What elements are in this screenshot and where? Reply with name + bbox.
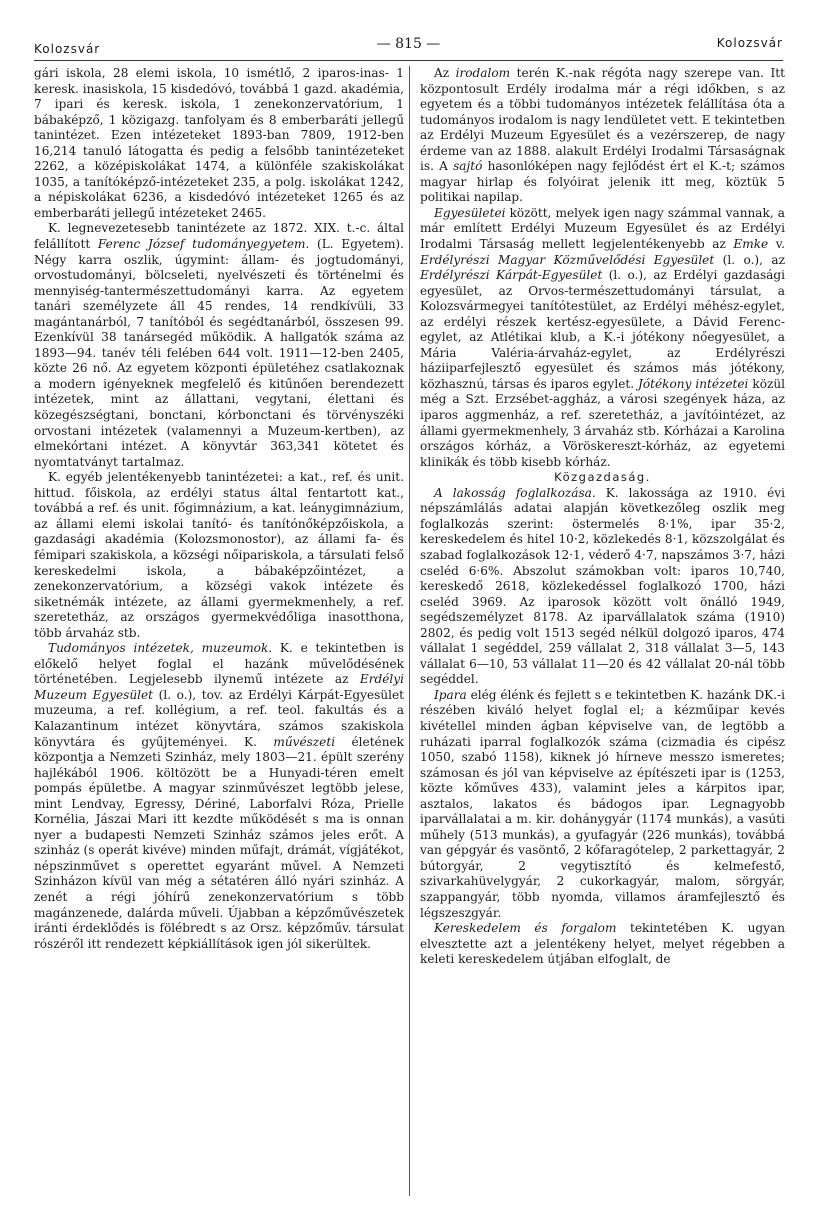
- page-number: — 815 —: [376, 36, 441, 52]
- italic-run: Jótékony intézetei: [638, 376, 749, 391]
- italic-run: sajtó: [453, 159, 483, 174]
- header-rule: [34, 60, 783, 61]
- italic-run: művészeti: [273, 734, 336, 749]
- italic-run: Emke: [733, 237, 769, 252]
- running-head-left: Kolozsvár: [34, 42, 101, 56]
- italic-run: Ferenc József tudományegyetem: [97, 237, 306, 252]
- text-run: terén K.-nak régóta nagy szerepe van. Itt központosult Erdély irodalma már a régi időkben, s az egyetem és a többi tudományos intézetek felállítása óta a tudományos irodalom is nagy lendületet vett. E tekintetben az Erdélyi Muzeum Egyesület és a vezérszerep, de nagy érdeme van az 1888. alakult Erdélyi Irodalmi Társaságnak is. A: [420, 66, 785, 174]
- column-divider: [409, 66, 410, 1196]
- right-column: [420, 66, 785, 968]
- text-run: . (L. Egyetem). Négy karra oszlik, úgymint: állam- és jogtudományi, orvostudományi, bölcseleti, nyelvészeti és történelmi és mennyiség-tantermészettudományi karra. Az egyetem tanári személyzete áll 45 rendes, 14 rendkívüli, 33 magántanárból, 7 tanítóból és segédtanárból, összesen 99. Ezenkívül 38 tanársegéd működik. A hallgatók száma az 1893—94. tanév téli felében 644 volt. 1911—12-ben 2405, köztе 26 nő. Az egyetem központi épületéhez csatlakoznak a modern igényeknek megfelelő és kitűnően berendezett intézetek, mint az állattani, vegytani, élettani és közegészségtani, bonctani, kórbonctani és törvényszéki orvostani intézetek (valamennyi a Muzeum-kertben), az elmekórtani intézet. A könyvtár 363,341 kötetet és nyomtatványt tartalmaz.: [34, 237, 404, 469]
- italic-run: irodalom: [455, 66, 511, 80]
- paragraph-population: [420, 486, 785, 688]
- italic-run: Tudományos intézetek, muzeumok: [48, 641, 269, 656]
- italic-run: Erdélyi Muzeum Egyesület: [34, 672, 404, 702]
- running-head-right: Kolozsvár: [716, 36, 783, 50]
- paragraph-associations: [420, 206, 785, 470]
- italic-run: Egyesületei: [434, 205, 506, 220]
- text-run: Az: [434, 66, 456, 80]
- section-heading: Közgazdaság.: [554, 470, 651, 485]
- italic-run: Erdélyrészi Kárpát-Egyesület: [420, 268, 603, 283]
- italic-run: Ipara: [434, 687, 467, 702]
- text-run: életének központja a Nemzeti Szinház, mely 1803—21. épült szerény hajlékából 1906. költözött be a Hunyadi-téren emelt pompás épületbe. A magyar szinművészet legtöbb jelese, mint Lendvay, Egressy, Dériné, Laborfalvi Róza, Prielle Kornélia, Jászai Mari itt kezdte működését s ma is onnan nyer a budapesti Nemzeti Szinház számos jeles erőt. A szinház (s operát kivéve) minden műfajt, drámát, vígjátékot, népszinművet s operettet egyaránt művel. A Nemzeti Szinházon kívül van még a sétatéren álló nyári szinház. A zenét a régi jóhírű zenekonzervatórium s több magánzenede, dalárda műveli. Újabban a képzőművészetek iránti érdeklődés is fölébredt s az Orsz. képzőműv. társulat rószéről itt rendezett képkiállítások igen jól sikerültek.: [34, 734, 404, 951]
- text-run: között, melyek igen nagy számmal vannak, a már említett Erdélyi Muzeum Egyesület és az Erdélyi Irodalmi Társaság mellett legjelentékenyebb az: [420, 205, 785, 252]
- text-run: (l. o.), az Erdélyi gazdasági egyesület, az Orvos-természettudományi társulat, a Kolozsvármegyei tanítótestület, az Erdélyi méhész-egylet, az erdélyi részek kertész-egyesülete, a Dávid Ferenc-egylet, az Atlétikai klub, a K.-i jótékony nőegyesület, a Mária Valéria-árvaház-egylet, az Erdélyrészi háziiparfejlesztő egyesület és számos más jótékony, közhasznú, társas és iparos egylet.: [420, 268, 785, 391]
- text-run: (l. o.), tov. az Erdélyi Kárpát-Egyesület muzeuma, a ref. kollégium, a ref. teol. fakultás és a Kalazantinum intézet könyvtára, számos szakiskola könyvtára és gyűjteményei. K.: [34, 687, 404, 749]
- paragraph-industry: [420, 688, 785, 921]
- paragraph-scientific-institutes: [34, 641, 404, 952]
- text-run: K. legnevezetesebb tanintézete az 1872. XIX. t.-c. által felállított: [34, 221, 404, 252]
- text-run: . K. lakossága az 1910. évi népszámlálás adatai alapján következőleg oszlik meg foglalkozás szerint: östermelés 8·1%, ipar 35·2, kereskedelem és hitel 10·2, közlekedés 8·1, közszolgálat és szabad foglalkozások 12·1, véderő 4·7, napszámos 3·7, házi cseléd 6·6%. Abszolut számokban volt: iparos 10,740, kereskedő 2618, közlekedéssel foglalkozó 1700, házi cseléd 3969. Az iparosok között volt önálló 1949, segédszemélyzet 8178. Az iparvállalatok száma (1910) 2802, és pedig volt 1513 segéd nélkül dolgozó iparos, 474 vállalat 1 segéddel, 259 vállalat 2, 318 vállalat 3—5, 143 vállalat 6—10, 53 vállalat 11—20 és 42 vállalat 20-nál több segéddel.: [420, 485, 785, 687]
- text-run: v.: [768, 237, 785, 252]
- running-head: [34, 34, 783, 54]
- text-run: hasonlóképen nagy fejlődést ért el K.-t; számos magyar hirlap és folyóirat jelenik itt meg, köztük 5 politikai napilap.: [420, 159, 785, 205]
- italic-run: Erdélyrészi Magyar Közművelődési Egyesület: [420, 252, 715, 267]
- text-run: tekintetében K. ugyan elvesztette azt a jelentékeny helyet, melyet régebben a keleti kereskedelem útjában elfoglalt, de: [420, 921, 785, 967]
- paragraph-schools: gári iskola, 28 elemi iskola, 10 ismétlő, 2 iparos-inas- 1 keresk. inasiskola, 15 kisdedóvó, továbbá 1 gazd. akadémia, 7 ipari és keresk. iskola, 1 zenekonzervatórium, 1 bábaképző, 1 közigazg. tanfolyam és 8 emberbaráti jellegű tanintézet. Ezen intézeteket 1893-ban 7809, 1912-ben 16,214 tanuló látogatta és pedig a felsőbb tanintézeteket 2262, a középiskolákat 1474, a különféle szakiskolákat 1035, a tanítóképző-intézeteket 235, a polg. iskolákat 1242, a népiskolákat 6236, a kisdedóvó intézeteket 1265 és az emberbaráti jellegű intézeteket 2465.: [34, 66, 404, 220]
- paragraph-commerce: [420, 921, 785, 968]
- text-run: . K. e tekintetben is előkelő helyet foglal el hazánk művelődésének történetében. Legjelesebb ilynemű intézete az: [34, 641, 404, 687]
- text-run: (l. o.), az: [714, 252, 785, 267]
- left-column: [34, 66, 404, 952]
- paragraph-other-institutions: K. egyéb jelentékenyebb tanintézetei: a kat., ref. és unit. hittud. főiskola, az erdélyi status által fentartott kat., továbbá a ref. és unit. főgimnázium, a kat. leánygimnázium, az állami elemi iskolai tanító- és tanítónőképzőiskola, a gazdasági akadémia (Kolozsmonostor), az állami fa- és fémipari szakiskola, a községi nőipariskola, a társulati felső kereskedelmi iskola, a bábaképzőintézet, a zenekonzervatórium, a községi vakok intézete és siketnémák intézete, az állami gyermekmenhely, a ref. szeretetház, az országos gyermekvédőliga inasotthona, több árvaház stb.: [34, 470, 404, 640]
- text-run: elég élénk és fejlett s e tekintetben K. hazánk DK.-i részében kiváló helyet foglal el; a kézműipar kevés kivétellel minden ágban képviselve van, de legtöbb a ruházati iparral foglalkozók száma (cizmadia és cipész 1050, szabó 1158), kiknek jó hírneve messzo ismeretes; számosan és jól van képviselve az építészeti ipar is (1253, közte kőműves 433), valamint jeles a kárpitos ipar, asztalos, lakatos és bádogos ipar. Legnagyobb iparvállalatai a m. kir. dohánygyár (1174 munkás), a vasúti műhely (513 munkás), a gyufagyár (226 munkás), továbbá van gépgyár és vasöntő, 2 kőfaragótelep, 2 parkettagyár, 2 bútorgyár, 2 vegytisztító és kelmefestő, szivarkahüvelygyár, 2 cukorkagyár, malom, sörgyár, szappangyár, több nyomda, villamos áramfejlesztő és légszeszgyár.: [420, 687, 785, 920]
- text-run: közül még a Szt. Erzsébet-aggház, a városi szegények háza, az iparos aggmenház, a ref. szeretetház, a javítóintézet, az állami gyermekmenhely, 3 árvaház stb. Kórházai a Karolina országos kórház, a Vöröskereszt-kórház, az egyetemi klinikák és több kisebb kórház.: [420, 376, 786, 469]
- paragraph-literature: [420, 66, 785, 206]
- paragraph-university: [34, 221, 404, 470]
- italic-run: A lakosság foglalkozása: [434, 485, 592, 500]
- italic-run: Kereskedelem és forgalom: [434, 921, 617, 936]
